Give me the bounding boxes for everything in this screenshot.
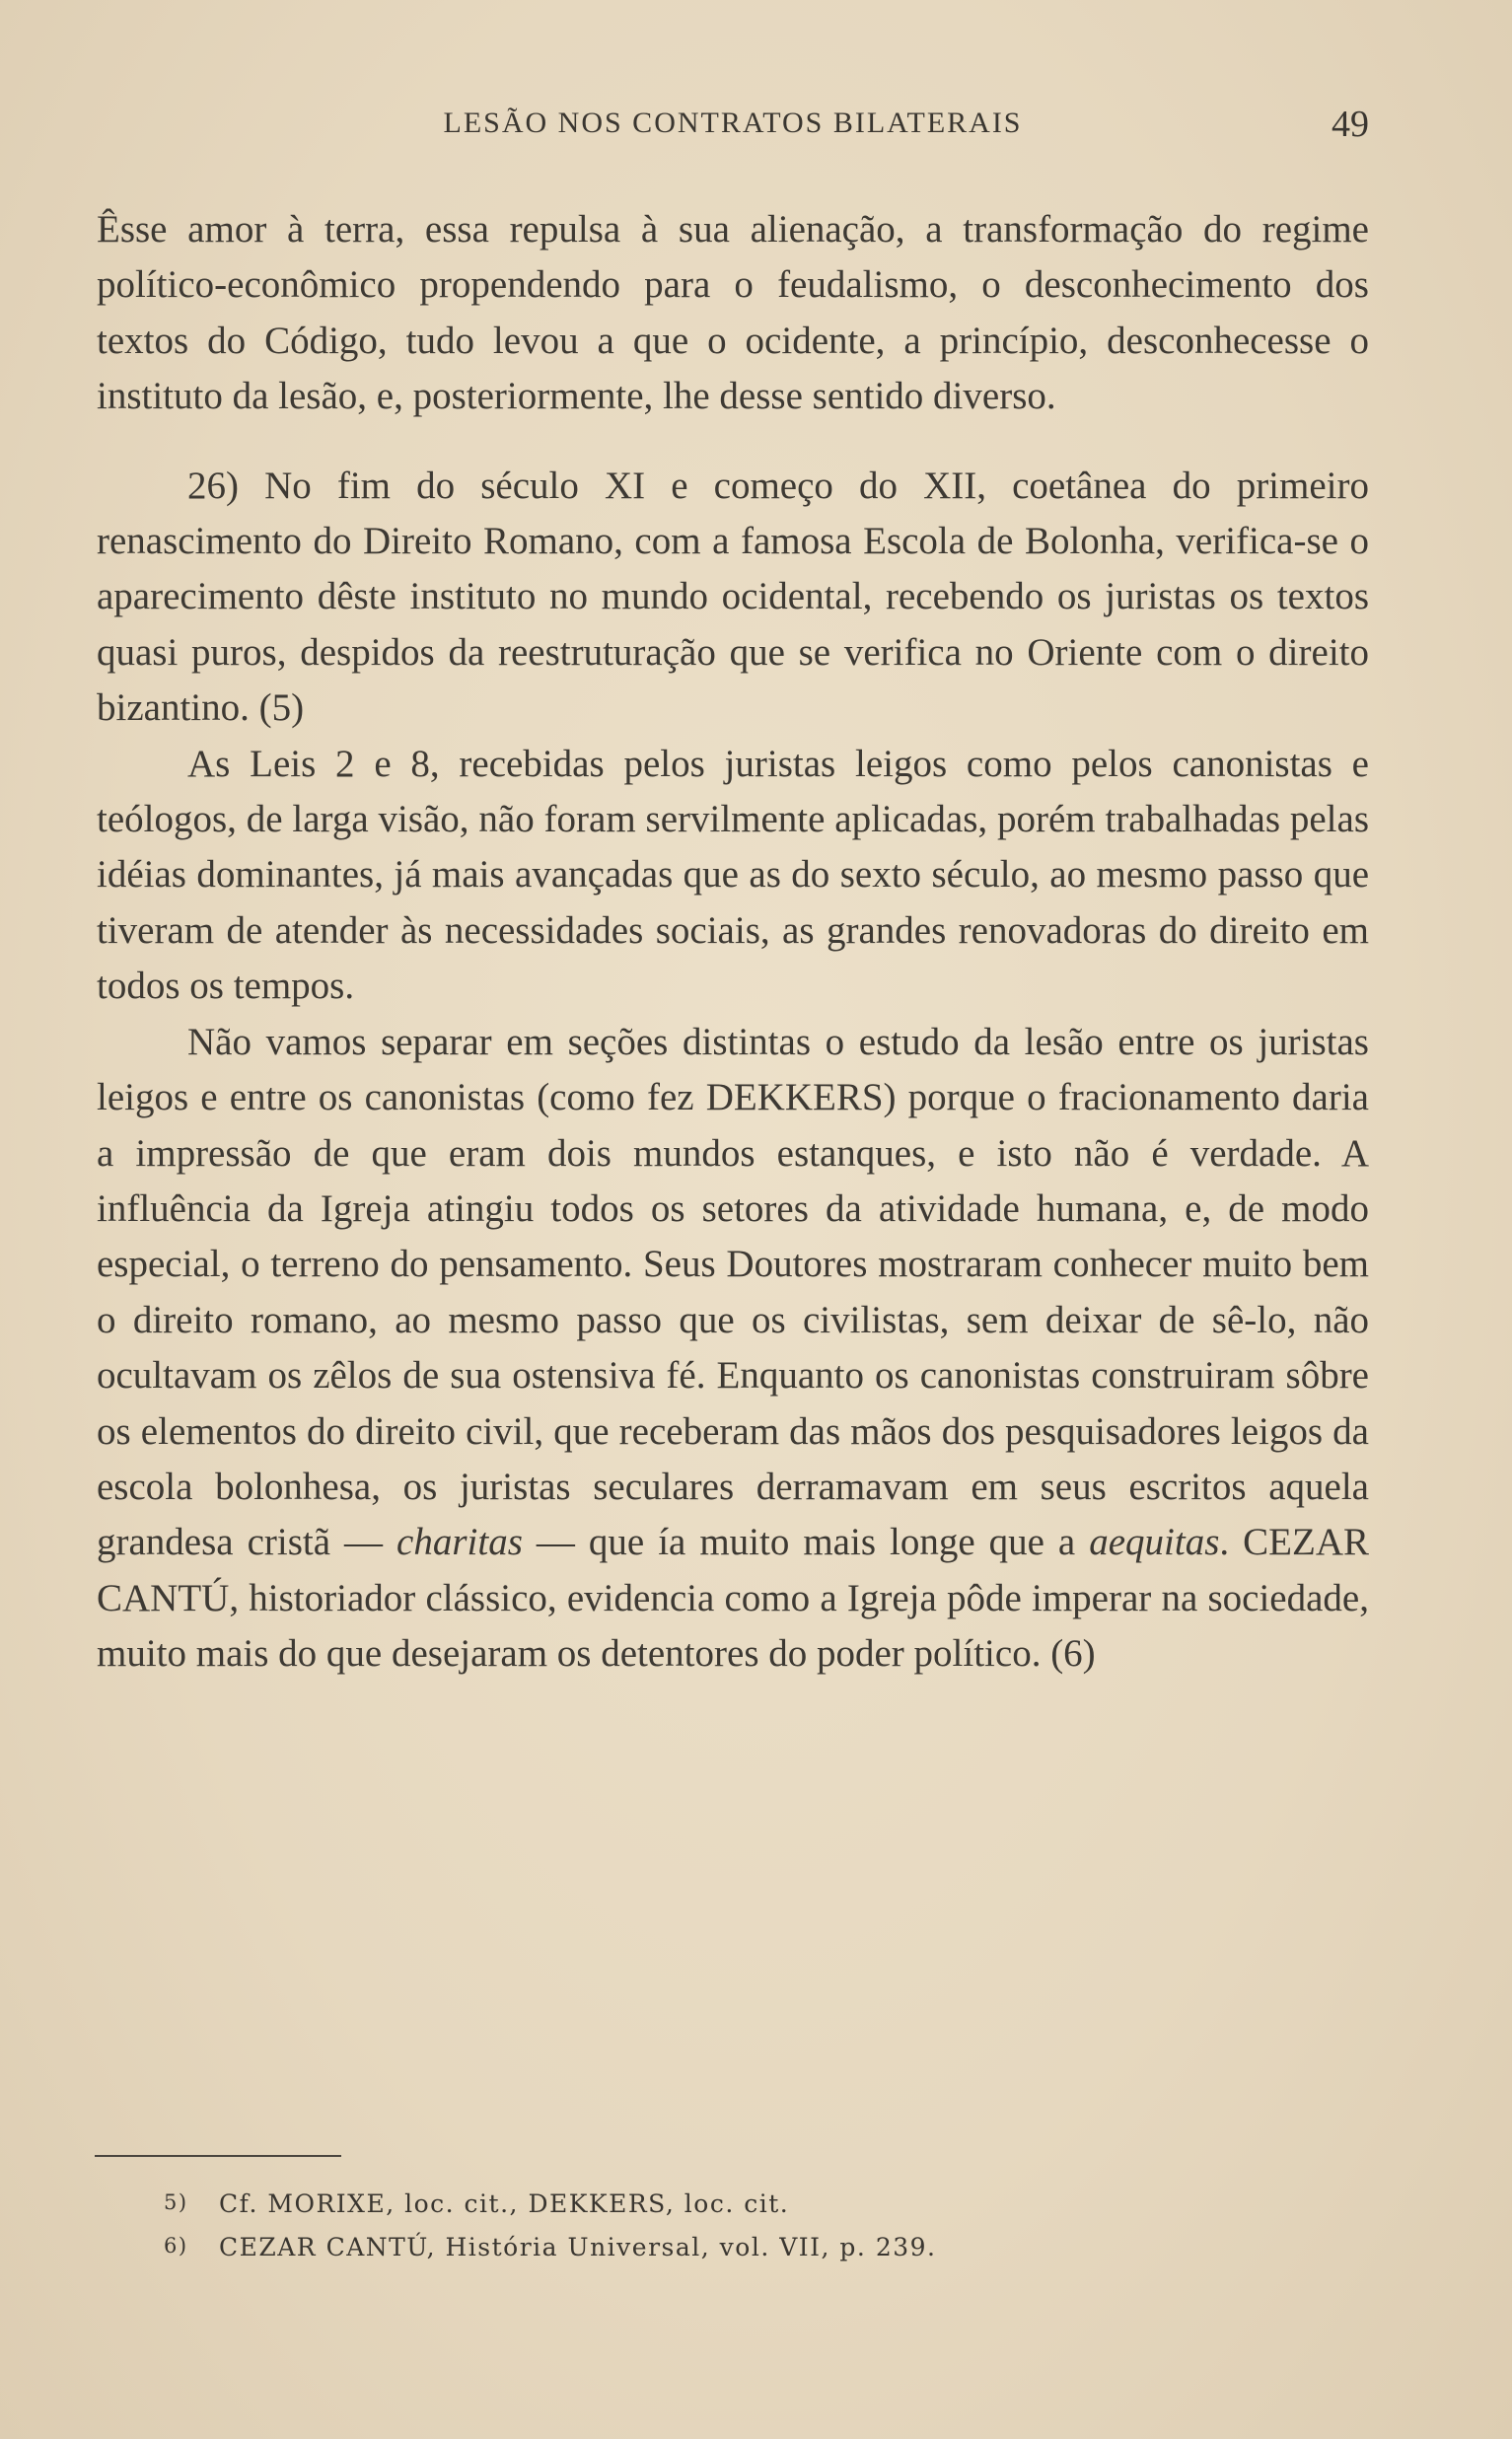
paragraph-2: 26) No fim do século XI e começo do XII, coetânea do primeiro renascimento do Direito Romano, com a famosa Escola de Bolonha, verifica-se o aparecimento dêste instituto no mundo ocidental, recebendo os juristas os textos quasi puros, despidos da reestruturação que se verifica no Oriente com o direito bizantino. (5): [97, 464, 1369, 730]
body-text: [97, 202, 1369, 1683]
footnote-rule: [95, 2155, 341, 2157]
footnote-6-number: 6): [164, 2234, 188, 2258]
paragraph-1: Êsse amor à terra, essa repulsa à sua alienação, a transformação do regime político-econômico propendendo para o feudalismo, o desconhecimento dos textos do Código, tudo levou a que o ocidente, a princípio, desconhecesse o instituto da lesão, e, posteriormente, lhe desse sentido diverso.: [97, 208, 1369, 418]
paragraph-3: As Leis 2 e 8, recebidas pelos juristas leigos como pelos canonistas e teólogos, de larga visão, não foram servilmente aplicadas, porém trabalhadas pelas idéias dominantes, já mais avançadas que as do sexto século, ao mesmo passo que tiveram de atender às necessidades sociais, as grandes renovadoras do direito em todos os tempos.: [97, 742, 1369, 1008]
footnote-5: [166, 2182, 1251, 2225]
italic-term-aequitas: aequitas: [1089, 1521, 1220, 1564]
paragraph-4-part-3: . CEZAR CANTÚ, historiador clássico, evidencia como a Igreja pôde imperar na sociedade, muito mais do que desejaram os detentores do poder político. (6): [97, 1521, 1370, 1676]
paragraph-4: [97, 1015, 1369, 1683]
footnote-6: [166, 2225, 1251, 2268]
paragraph-4-part-2: — que ía muito mais longe que a: [536, 1521, 1076, 1564]
footnotes: [166, 2182, 1251, 2268]
running-head: [97, 104, 1369, 156]
paragraph-4-part-1: Não vamos separar em seções distintas o estudo da lesão entre os juristas leigos e entre os canonistas (como fez DEKKERS) porque o fracionamento daria a impressão de que eram dois mundos estanques, e isto não é verdade. A influência da Igreja atingiu todos os setores da atividade humana, e, de modo especial, o terreno do pensamento. Seus Doutores mostraram conhecer muito bem o direito romano, ao mesmo passo que os civilistas, sem deixar de sê-lo, não ocultavam os zêlos de sua ostensiva fé. Enquanto os canonistas construiram sôbre os elementos do direito civil, que receberam das mãos dos pesquisadores leigos da escola bolonhesa, os juristas seculares derramavam em seus escritos aquela grandesa cristã —: [97, 1020, 1369, 1564]
running-head-title: LESÃO NOS CONTRATOS BILATERAIS: [443, 107, 1023, 139]
footnote-5-number: 5): [164, 2190, 188, 2214]
footnote-5-text: Cf. MORIXE, loc. cit., DEKKERS, loc. cit.: [219, 2189, 790, 2218]
italic-term-charitas: charitas: [396, 1521, 523, 1564]
page-number: 49: [1332, 104, 1369, 145]
footnote-6-text: CEZAR CANTÚ, História Universal, vol. VII, p. 239.: [219, 2233, 937, 2261]
